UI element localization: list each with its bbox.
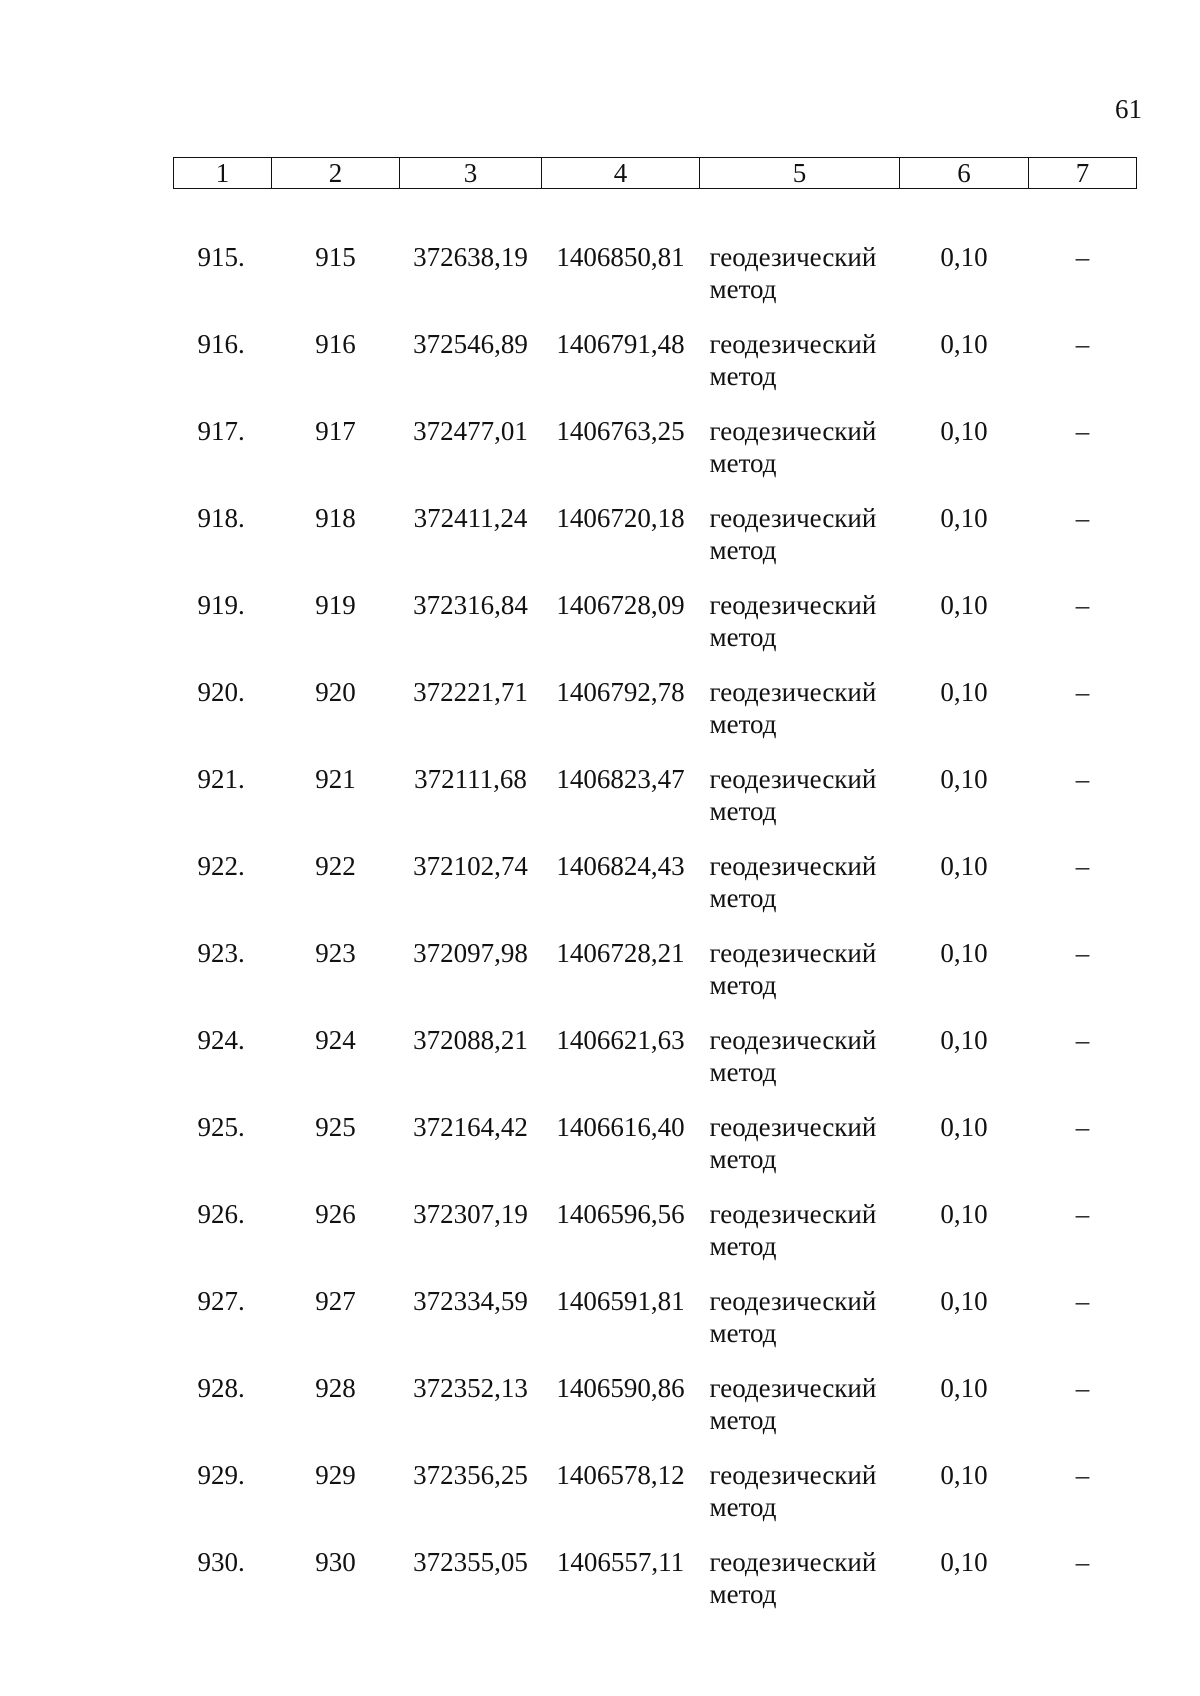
method-line-1: геодезический [709,851,877,881]
method [700,189,900,329]
method-line-1: геодезический [709,1547,877,1577]
method [700,763,900,850]
method-line-1: геодезический [709,590,877,620]
method [700,676,900,763]
method [700,502,900,589]
row-number: 928. [197,1373,245,1403]
coordinate-x: 372164,42 [413,1112,528,1142]
note-dash: – [1075,242,1090,272]
method-line-2: метод [709,1231,777,1261]
accuracy: 0,10 [940,1373,988,1403]
coordinate-y: 1406591,81 [556,1286,685,1316]
table-row [174,937,1137,1024]
point-number: 921 [315,764,356,794]
method [700,850,900,937]
point-number: 925 [315,1112,356,1142]
coordinate-x: 372088,21 [413,1025,528,1055]
coordinate-y: 1406557,11 [556,1547,685,1577]
coordinate-x: 372334,59 [413,1286,528,1316]
table-header [174,158,1137,189]
table-row [174,1372,1137,1459]
point-number: 923 [315,938,356,968]
column-header-2: 2 [272,158,400,189]
method [700,1111,900,1198]
method-line-2: метод [709,535,777,565]
table-row [174,1546,1137,1633]
method [700,937,900,1024]
accuracy: 0,10 [940,677,988,707]
method [700,1198,900,1285]
column-header-3: 3 [400,158,542,189]
method-line-2: метод [709,883,777,913]
coordinate-x: 372111,68 [414,764,527,794]
point-number: 918 [315,503,356,533]
table-body [174,189,1137,1634]
column-header-6: 6 [900,158,1029,189]
accuracy: 0,10 [940,938,988,968]
row-number: 923. [197,938,245,968]
table-row [174,589,1137,676]
row-number: 915. [197,242,245,272]
table-row [174,850,1137,937]
column-header-1: 1 [174,158,272,189]
point-number: 926 [315,1199,356,1229]
coordinate-y: 1406824,43 [556,851,685,881]
point-number: 929 [315,1460,356,1490]
method-line-1: геодезический [709,677,877,707]
row-number: 924. [197,1025,245,1055]
table-row [174,763,1137,850]
method [700,1372,900,1459]
point-number: 920 [315,677,356,707]
note-dash: – [1075,1373,1090,1403]
table-row [174,1285,1137,1372]
row-number: 920. [197,677,245,707]
method-line-1: геодезический [709,329,877,359]
header-row [174,158,1137,189]
accuracy: 0,10 [940,1547,988,1577]
point-number: 916 [315,329,356,359]
note-dash: – [1075,851,1090,881]
row-number: 927. [197,1286,245,1316]
coordinate-y: 1406823,47 [556,764,685,794]
coordinate-y: 1406621,63 [556,1025,685,1055]
accuracy: 0,10 [940,242,988,272]
coordinate-x: 372638,19 [413,242,528,272]
row-number: 918. [197,503,245,533]
method [700,328,900,415]
method-line-2: метод [709,1318,777,1348]
note-dash: – [1075,590,1090,620]
row-number: 929. [197,1460,245,1490]
method-line-1: геодезический [709,1373,877,1403]
accuracy: 0,10 [940,503,988,533]
coordinate-y: 1406850,81 [556,242,685,272]
method-line-2: метод [709,1057,777,1087]
accuracy: 0,10 [940,329,988,359]
table-row [174,1459,1137,1546]
accuracy: 0,10 [940,416,988,446]
method-line-2: метод [709,1492,777,1522]
method-line-1: геодезический [709,1460,877,1490]
point-number: 927 [315,1286,356,1316]
table-row [174,1111,1137,1198]
coordinate-x: 372411,24 [413,503,528,533]
coordinate-x: 372355,05 [413,1547,528,1577]
coordinate-x: 372477,01 [413,416,528,446]
accuracy: 0,10 [940,1286,988,1316]
coordinate-y: 1406616,40 [556,1112,685,1142]
note-dash: – [1075,1286,1090,1316]
note-dash: – [1075,1460,1090,1490]
table-row [174,189,1137,329]
coordinate-x: 372097,98 [413,938,528,968]
note-dash: – [1075,677,1090,707]
coordinates-table [173,157,1137,1633]
coordinate-x: 372352,13 [413,1373,528,1403]
row-number: 930. [197,1547,245,1577]
row-number: 926. [197,1199,245,1229]
coordinate-y: 1406596,56 [556,1199,685,1229]
point-number: 919 [315,590,356,620]
note-dash: – [1075,938,1090,968]
coordinate-x: 372546,89 [413,329,528,359]
table-row [174,415,1137,502]
method-line-1: геодезический [709,416,877,446]
method-line-2: метод [709,1405,777,1435]
point-number: 915 [315,242,356,272]
method-line-2: метод [709,448,777,478]
coordinate-y: 1406792,78 [556,677,685,707]
note-dash: – [1075,1547,1090,1577]
note-dash: – [1075,416,1090,446]
method [700,589,900,676]
method-line-1: геодезический [709,764,877,794]
note-dash: – [1075,764,1090,794]
method-line-2: метод [709,361,777,391]
method-line-2: метод [709,1579,777,1609]
coordinate-y: 1406791,48 [556,329,685,359]
accuracy: 0,10 [940,851,988,881]
accuracy: 0,10 [940,764,988,794]
coordinate-y: 1406728,21 [556,938,685,968]
point-number: 917 [315,416,356,446]
method [700,1459,900,1546]
method-line-1: геодезический [709,1286,877,1316]
method-line-2: метод [709,796,777,826]
accuracy: 0,10 [940,1112,988,1142]
coordinate-y: 1406728,09 [556,590,685,620]
method [700,1546,900,1633]
point-number: 924 [315,1025,356,1055]
accuracy: 0,10 [940,1460,988,1490]
point-number: 928 [315,1373,356,1403]
accuracy: 0,10 [940,590,988,620]
note-dash: – [1075,329,1090,359]
coordinate-y: 1406763,25 [556,416,685,446]
coordinate-y: 1406720,18 [556,503,685,533]
note-dash: – [1075,1025,1090,1055]
method [700,1024,900,1111]
row-number: 921. [197,764,245,794]
method [700,1285,900,1372]
coordinate-x: 372356,25 [413,1460,528,1490]
method-line-2: метод [709,622,777,652]
row-number: 925. [197,1112,245,1142]
table-row [174,328,1137,415]
method-line-1: геодезический [709,242,877,272]
accuracy: 0,10 [940,1199,988,1229]
note-dash: – [1075,1199,1090,1229]
column-header-5: 5 [700,158,900,189]
method-line-1: геодезический [709,938,877,968]
column-header-7: 7 [1029,158,1137,189]
table-row [174,502,1137,589]
method-line-2: метод [709,274,777,304]
coordinate-x: 372307,19 [413,1199,528,1229]
column-header-4: 4 [542,158,700,189]
table-row [174,1024,1137,1111]
page-number: 61 [1115,94,1142,124]
method-line-1: геодезический [709,1199,877,1229]
point-number: 922 [315,851,356,881]
method [700,415,900,502]
table-row [174,1198,1137,1285]
table-row [174,676,1137,763]
method-line-2: метод [709,709,777,739]
note-dash: – [1075,503,1090,533]
row-number: 919. [197,590,245,620]
note-dash: – [1075,1112,1090,1142]
row-number: 917. [197,416,245,446]
method-line-1: геодезический [709,503,877,533]
method-line-1: геодезический [709,1025,877,1055]
coordinate-x: 372102,74 [413,851,528,881]
method-line-1: геодезический [709,1112,877,1142]
coordinate-y: 1406590,86 [556,1373,685,1403]
point-number: 930 [315,1547,356,1577]
row-number: 922. [197,851,245,881]
coordinate-y: 1406578,12 [556,1460,685,1490]
method-line-2: метод [709,1144,777,1174]
coordinate-x: 372221,71 [413,677,528,707]
coordinate-x: 372316,84 [413,590,528,620]
method-line-2: метод [709,970,777,1000]
accuracy: 0,10 [940,1025,988,1055]
row-number: 916. [197,329,245,359]
